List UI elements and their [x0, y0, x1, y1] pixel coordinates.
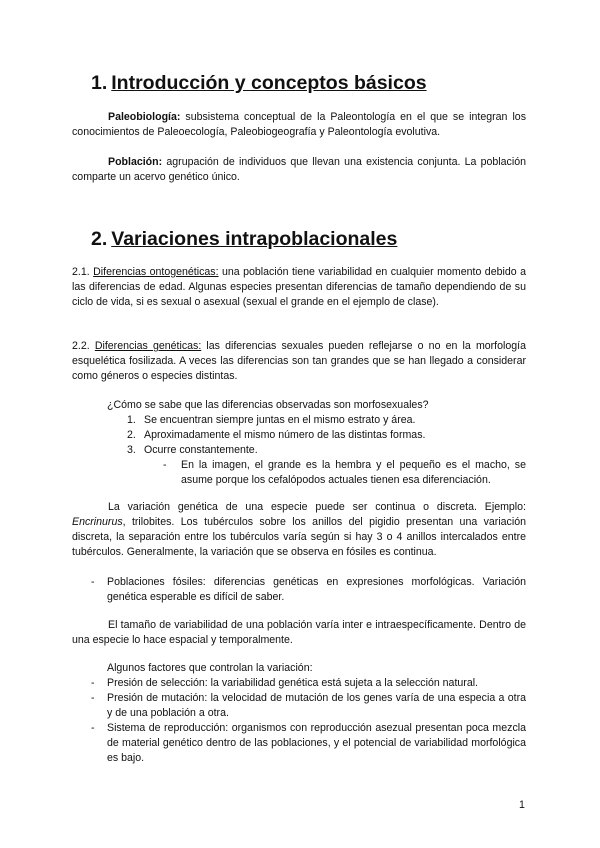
poblacion-text: agrupación de individuos que llevan una existencia conjunta. La población comparte un acervo genético único.: [72, 156, 526, 183]
bullet-dash: -: [91, 576, 95, 588]
geneticas-number: 2.2.: [72, 340, 95, 352]
sub-item-text: En la imagen, el grande es la hembra y el pequeño es el macho, se asume porque los cefalópodos actuales tienen esa diferenciación.: [181, 459, 526, 486]
variacion-text-end: , trilobites. Los tubérculos sobre los anillos del pigidio presentan una variación discreta, la separación entre los tubérculos varía según si hay 3 o 4 anillos intercalados entre tubérculos. Generalmente, la variación que se observa en fósiles es continua.: [72, 516, 526, 558]
section-1-heading: [91, 72, 427, 95]
morfosexual-question: ¿Cómo se sabe que las diferencias observadas son morfosexuales?: [107, 399, 429, 411]
section-2-heading: [91, 228, 397, 251]
ontogeneticas-term: Diferencias ontogenéticas:: [93, 266, 219, 278]
ordered-list-item: Ocurre constantemente.: [144, 444, 258, 456]
section-2-number: 2.: [91, 228, 108, 250]
poblacion-paragraph: [72, 155, 526, 185]
paleobiologia-text: subsistema conceptual de la Paleontología en el que se integran los conocimientos de Paleoecología, Paleobiogeografía y Paleontología evolutiva.: [72, 111, 526, 138]
ordered-list-number: 1.: [127, 414, 136, 426]
page-number: 1: [519, 799, 525, 811]
ordered-list-item: Aproximadamente el mismo número de las distintas formas.: [144, 429, 426, 441]
geneticas-paragraph: [72, 339, 526, 384]
encrinurus-genus: Encrinurus: [72, 516, 123, 528]
paleobiologia-paragraph: [72, 110, 526, 140]
variacion-paragraph: [72, 500, 526, 560]
paleobiologia-term: Paleobiología:: [108, 111, 181, 123]
tamano-variabilidad-paragraph: El tamaño de variabilidad de una población varía inter e intraespecíficamente. Dentro de una especie lo hace espacial y temporalmente.: [72, 619, 526, 646]
section-1-title: Introducción y conceptos básicos: [111, 72, 427, 94]
poblaciones-fosiles-bullet: Poblaciones fósiles: diferencias genéticas en expresiones morfológicas. Variación genética esperable es difícil de saber.: [107, 576, 526, 603]
sub-item-dash: -: [163, 459, 167, 471]
section-1-number: 1.: [91, 72, 108, 94]
variacion-text-start: La variación genética de una especie puede ser continua o discreta. Ejemplo:: [108, 501, 526, 513]
bullet-dash: -: [91, 677, 95, 689]
ontogeneticas-text: una población tiene variabilidad en cualquier momento debido a las diferencias de edad. Algunas especies presentan diferencias de tamaño dependiendo de su ciclo de vida, si es sexual o asexual (sexual el grande en el ejemplo de clase).: [72, 266, 526, 308]
factores-intro: Algunos factores que controlan la variación:: [107, 662, 313, 674]
factor-list-item: Sistema de reproducción: organismos con reproducción asezual presentan poca mezcla de material genético dentro de las poblaciones, y el potencial de variabilidad morfológica es bajo.: [107, 722, 526, 764]
ordered-list-number: 2.: [127, 429, 136, 441]
geneticas-text: las diferencias sexuales pueden reflejarse o no en la morfología esquelética fosilizada. A veces las diferencias son tan grandes que se han llegado a considerar como géneros o especies distintas.: [72, 340, 526, 382]
ontogeneticas-paragraph: [72, 265, 526, 310]
ontogeneticas-number: 2.1.: [72, 266, 94, 278]
factor-list-item: Presión de selección: la variabilidad genética está sujeta a la selección natural.: [107, 677, 479, 689]
ordered-list-item: Se encuentran siempre juntas en el mismo estrato y área.: [144, 414, 416, 426]
bullet-dash: -: [91, 692, 95, 704]
poblacion-term: Población:: [108, 156, 163, 168]
bullet-dash: -: [91, 722, 95, 734]
geneticas-term: Diferencias genéticas:: [94, 340, 202, 352]
factor-list-item: Presión de mutación: la velocidad de mutación de los genes varía de una especia a otra y de una población a otra.: [107, 692, 526, 719]
section-2-title: Variaciones intrapoblacionales: [111, 228, 398, 250]
ordered-list-number: 3.: [127, 444, 136, 456]
